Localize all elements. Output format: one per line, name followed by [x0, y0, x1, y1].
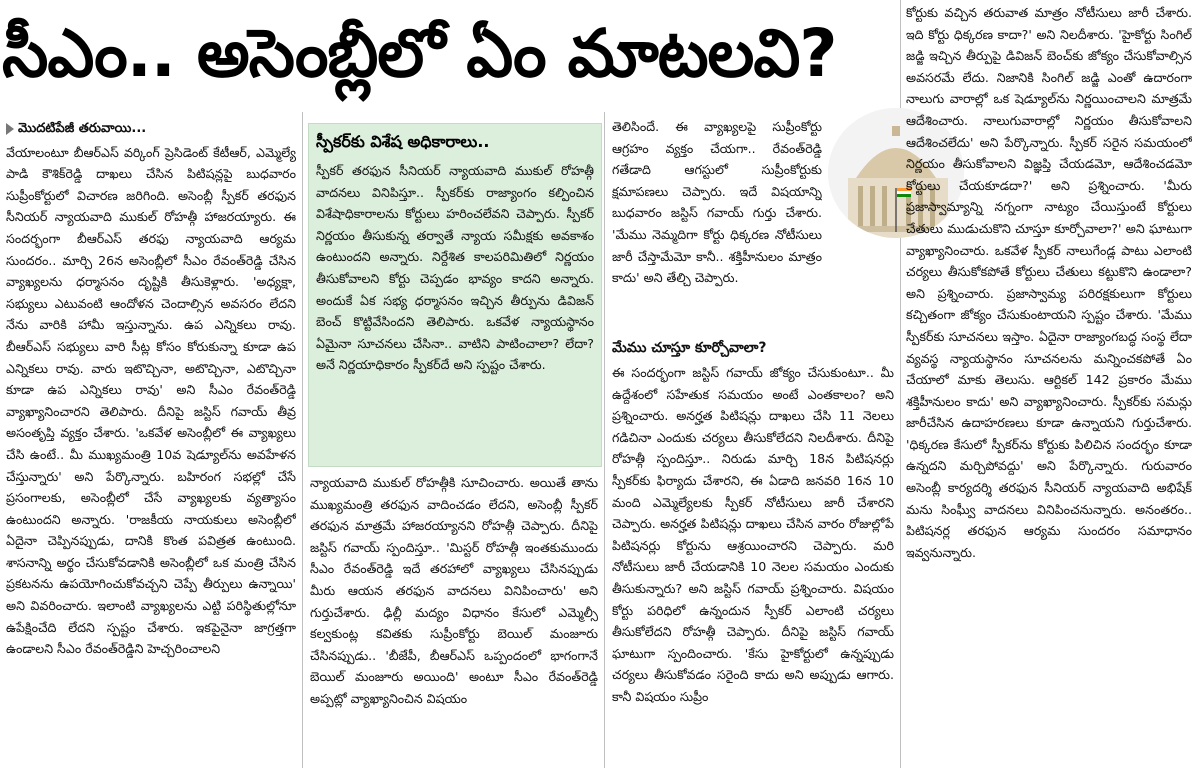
sidebar-box-text-wrap — [316, 160, 594, 460]
column-3-top-text: తెలిసిందే. ఈ వ్యాఖ్యలపై సుప్రీంకోర్టు ఆగ్రహం వ్యక్తం చేయగా.. రేవంత్‌రెడ్డి గతేడాది ఆగస్టులో సుప్రీంకోర్టుకు క్షమాపణలు చెప్పారు. ఇదే విషయాన్ని బుధవారం జస్టిస్‌ గవాయ్‌ గుర్తు చేశారు. 'మేము నెమ్మదిగా కోర్టు ధిక్కరణ నోటీసులు జారీ చేస్తామేమో కానీ.. శక్తిహీనులం మాత్రం కాదు' అని తేల్చి చెప్పారు. — [612, 119, 822, 286]
sidebar-box-text: స్పీకర్‌ తరఫున సీనియర్‌ న్యాయవాది ముకుల్‌ రోహత్గీ వాదనలు వినిపిస్తూ.. స్పీకర్‌కు రాజ్యాంగం కల్పించిన విశేషాధికారాలను కోర్టులు హరించలేవని చెప్పారు. స్పీకర్‌ నిర్ణయం తీసుకున్న తర్వాతే న్యాయ సమీక్షకు అవకాశం ఉంటుందని అన్నారు. నిర్దేశిత కాలపరిమితిలో నిర్ణయం తీసుకోవాలని కోర్టు చెప్పడం భావ్యం కాదని అన్నారు. అందుకే ఏక సభ్య ధర్మాసనం ఇచ్చిన తీర్పును డివిజన్‌ బెంచ్‌ కొట్టివేసిందని తెలిపారు. ఒకవేళ న్యాయస్థానం ఏమైనా సూచనలు చేసినా.. వాటిని పాటించాలా? లేదా? అనే నిర్ణయాధికారం స్పీకర్‌దే అని స్పష్టం చేశారు. — [316, 163, 594, 373]
page-headline: సీఎం.. అసెంబ్లీలో ఏం మాటలవి? — [2, 15, 837, 92]
column-1-text: వేయాలంటూ బీఆర్‌ఎస్‌ వర్కింగ్‌ ప్రెసిడెంట్‌ కేటీఆర్‌, ఎమ్మెల్యే పాడి కౌశిక్‌రెడ్డి దాఖలు చేసిన పిటిషన్లపై బుధవారం సుప్రీంకోర్టులో విచారణ జరిగింది. అసెంబ్లీ స్పీకర్‌ తరఫున సీనియర్‌ న్యాయవాది ముకుల్‌ రోహత్గీ హాజరయ్యారు. ఈ సందర్భంగా బీఆర్‌ఎస్‌ తరఫు న్యాయవాది ఆర్యమ సుందరం.. మార్చి 26న అసెంబ్లీలో సీఎం రేవంత్‌రెడ్డి చేసిన వ్యాఖ్యలను ధర్మాసనం దృష్టికి తీసుకెళ్లారు. 'అధ్యక్షా, సభ్యులు ఎటువంటి ఆందోళన చెందాల్సిన అవసరం లేదని నేను వారికి హామీ ఇస్తున్నాను. ఉప ఎన్నికలు రావు. బీఆర్‌ఎస్‌ సభ్యులు వారి సీట్ల కోసం కోరుకున్నా కూడా ఉప ఎన్నికలు రావు. వారు ఇటొచ్చినా, అటొచ్చినా, ఎటొచ్చినా కూడా ఉప ఎన్నికలు రావు' అని సీఎం రేవంత్‌రెడ్డి వ్యాఖ్యానించారని తెలిపారు. దీనిపై జస్టిస్‌ గవాయ్‌ తీవ్ర అసంతృప్తి వ్యక్తం చేశారు. 'ఒకవేళ అసెంబ్లీలో ఈ వ్యాఖ్యలు చేసి ఉంటే.. మీ ముఖ్యమంత్రి 10వ షెడ్యూల్‌ను అవహేళన చేస్తున్నారు' అని పేర్కొన్నారు. బహిరంగ సభల్లో చేసే ప్రసంగాలకు, అసెంబ్లీలో చేసే వ్యాఖ్యలకు వ్యత్యాసం ఉంటుందని అన్నారు. 'రాజకీయ నాయకులు అసెంబ్లీలో ఏదైనా చెప్పినప్పుడు, దానికి కొంత పవిత్రత ఉంటుంది. శాసనాన్ని అర్థం చేసుకోవడానికి అసెంబ్లీలో ఒక మంత్రి చేసిన ప్రకటనను ఉపయోగించుకోవచ్చని చెప్పే తీర్పులు ఉన్నాయి' అని వివరించారు. ఇలాంటి వ్యాఖ్యలను ఎట్టి పరిస్థితుల్లోనూ ఉపేక్షించేది లేదని స్పష్టం చేశారు. ఇకపైనైనా జాగ్రత్తగా ఉండాలని సీఎం రేవంత్‌రెడ్డిని హెచ్చరించాలని — [6, 144, 296, 657]
article-column-3-top — [612, 116, 822, 326]
continued-kicker — [6, 118, 296, 140]
column-rule-2 — [604, 112, 605, 768]
article-column-3 — [612, 330, 894, 768]
column-2-text: న్యాయవాది ముకుల్‌ రోహత్గీకి సూచించారు. అయితే తాను ముఖ్యమంత్రి తరఫున వాదించడం లేదని, అసెంబ్లీ స్పీకర్‌ తరఫున మాత్రమే హాజరయ్యానని రోహత్గీ చెప్పారు. దీనిపై జస్టిస్‌ గవాయ్‌ స్పందిస్తూ.. 'మిస్టర్‌ రోహత్గీ ఇంతకుముందు సీఎం రేవంత్‌రెడ్డి ఇదే తరహాలో వ్యాఖ్యలు చేసినప్పుడు మీరు ఆయన తరఫున వాదనలు వినిపించారు' అని గుర్తుచేశారు. ఢిల్లీ మద్యం విధానం కేసులో ఎమ్మెల్సీ కల్వకుంట్ల కవితకు సుప్రీంకోర్టు బెయిల్‌ మంజూరు చేసినప్పుడు.. 'బీజేపీ, బీఆర్‌ఎస్‌ ఒప్పందంలో భాగంగానే బెయిల్‌ మంజూరు అయింది' అంటూ సీఎం రేవంత్‌రెడ్డి అప్పట్లో వ్యాఖ్యానించిన విషయం — [310, 475, 598, 706]
article-column-4 — [906, 2, 1192, 768]
triangle-icon — [6, 123, 14, 135]
sidebar-box-title: స్పీకర్‌కు విశేష అధికారాలు.. — [316, 132, 490, 151]
kicker-text: మొదటిపేజీ తరువాయి... — [18, 121, 147, 136]
article-column-2 — [310, 472, 598, 768]
column-3-text: ఈ సందర్భంగా జస్టిస్‌ గవాయ్‌ జోక్యం చేసుకుంటూ.. మీ ఉద్దేశంలో సహేతుక సమయం అంటే ఎంతకాలం? అని ప్రశ్నించారు. అనర్హత పిటిషన్లు దాఖలు చేసి 11 నెలలు గడిచినా ఎందుకు చర్యలు తీసుకోలేదని నిలదీశారు. దీనిపై రోహత్గీ స్పందిస్తూ.. నిరుడు మార్చి 18న పిటిషనర్లు స్పీకర్‌కు ఫిర్యాదు చేశారని, ఈ ఏడాది జనవరి 16న 10 మంది ఎమ్మెల్యేలకు స్పీకర్‌ నోటీసులు జారీ చేశారని చెప్పారు. అనర్హత పిటిషన్లు దాఖలు చేసిన వారం రోజుల్లోపే పిటిషనర్లు కోర్టును ఆశ్రయించారని చెప్పారు. మరి నోటీసులు జారీ చేయడానికి 10 నెలల సమయం ఎందుకు తీసుకున్నారు? అని జస్టిస్‌ గవాయ్‌ ప్రశ్నించారు. విషయం కోర్టు పరిధిలో ఉన్నందున స్పీకర్‌ ఎలాంటి చర్యలు తీసుకోలేదని రోహత్గీ చెప్పారు. దీనిపై జస్టిస్‌ గవాయ్‌ ఘాటుగా స్పందించారు. 'కేసు హైకోర్టులో ఉన్నప్పుడు చర్యలు తీసుకోవడం సరైంది కాదు అని అప్పుడు ఆగారు. కానీ విషయం సుప్రీం — [612, 365, 894, 704]
column-rule-1 — [302, 112, 303, 768]
column-4-text: కోర్టుకు వచ్చిన తరువాత మాత్రం నోటీసులు జారీ చేశారు. ఇది కోర్టు ధిక్కరణ కాదా?' అని నిలదీశారు. 'హైకోర్టు సింగిల్‌ జడ్జి ఇచ్చిన తీర్పుపై డివిజన్‌ బెంచ్‌కు జోక్యం చేసుకోవాల్సిన అవసరమే లేదు. నిజానికి సింగిల్‌ జడ్జి ఎంతో ఉదారంగా నాలుగు వారాల్లో ఒక షెడ్యూల్‌ను నిర్ణయించాలని మాత్రమే ఆదేశించారు. నాలుగువారాల్లో నిర్ణయం తీసుకోవాలని ఆదేశించలేదు' అని పేర్కొన్నారు. స్పీకర్‌ సరైన సమయంలో నిర్ణయం తీసుకోవాలని విజ్ఞప్తి చేయడమో, ఆదేశించడమో కోర్టులు చేయకూడదా?' అని ప్రశ్నించారు. 'మీరు ప్రజాస్వామ్యాన్ని నగ్నంగా నాట్యం చేయిస్తుంటే కోర్టులు చేతులు ముడుచుకొని చూస్తూ కూర్చోవాలా?' అని ఘాటుగా వ్యాఖ్యానించారు. ఒకవేళ స్పీకర్‌ నాలుగేండ్ల పాటు ఎలాంటి చర్యలు తీసుకోకపోతే కోర్టులు చేతులు కట్టుకొని ఉండాలా? అని ప్రశ్నించారు. ప్రజాస్వామ్య పరిరక్షకులుగా కోర్టులు కచ్చితంగా జోక్యం చేసుకుంటాయని స్పష్టం చేశారు. 'మేము స్పీకర్‌కు సూచనలు ఇస్తాం. ఏదైనా రాజ్యాంగబద్ధ సంస్థ లేదా వ్యవస్థ న్యాయస్థానం సూచనలను మన్నించకపోతే ఏం చేయాలో మాకు తెలుసు. ఆర్టికల్‌ 142 ప్రకారం మేము శక్తిహీనులం కాదు' అని వ్యాఖ్యానించారు. స్పీకర్‌కు సమన్లు జారీచేసిన ఉదాహరణలు కూడా ఉన్నాయని గుర్తుచేశారు. 'ధిక్కరణ కేసులో స్పీకర్‌ను కోర్టుకు పిలిచిన సందర్భం కూడా ఉన్నదని మర్చిపోవద్దు' అని పేర్కొన్నారు. గురువారం అసెంబ్లీ కార్యదర్శి తరఫున సీనియర్‌ న్యాయవాది అభిషేక్‌ మను సింఘ్వీ వాదనలు వినిపించనున్నారు. అనంతరం.. పిటిషనర్ల తరఫున ఆర్యమ సుందరం సమాధానం ఇవ్వనున్నారు. — [906, 5, 1192, 560]
section-subhead: మేము చూస్తూ కూర్చోవాలా? — [612, 340, 767, 356]
article-column-1 — [6, 118, 296, 768]
